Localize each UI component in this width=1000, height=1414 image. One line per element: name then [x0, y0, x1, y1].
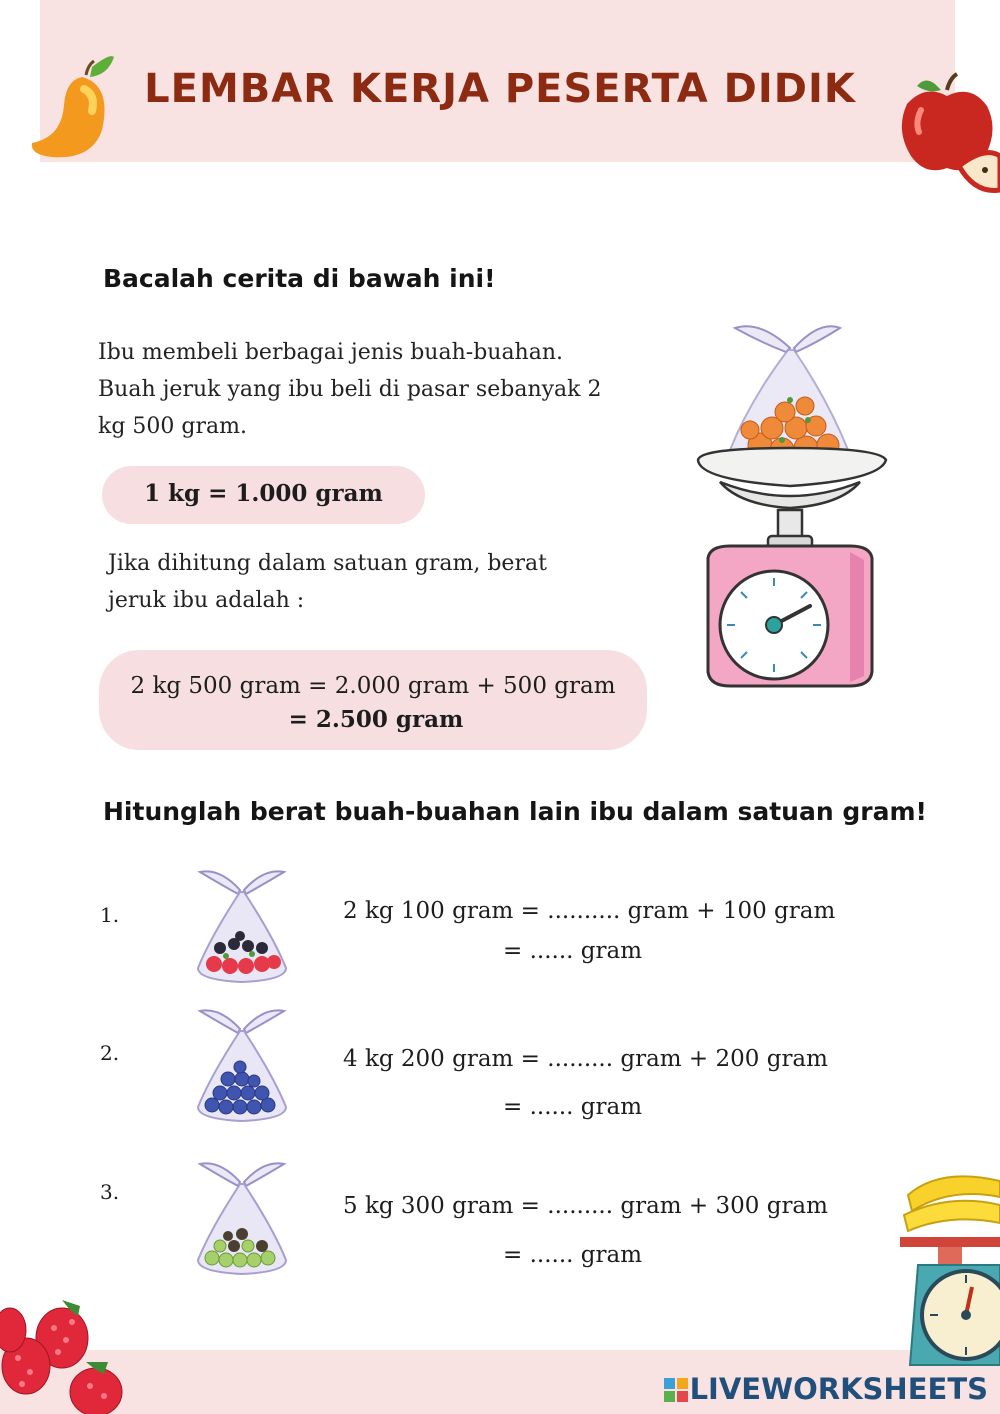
- conversion-pill: [102, 466, 425, 524]
- question-text: [108, 545, 628, 619]
- raspberries-icon: [0, 1300, 135, 1414]
- item-equation-line2: = ...... gram: [503, 938, 642, 964]
- story-line: kg 500 gram.: [98, 414, 247, 439]
- grapes-bag-icon: [190, 1160, 295, 1278]
- example-line1: 2 kg 500 gram = 2.000 gram + 500 gram: [130, 673, 616, 699]
- item-equation-line1: 4 kg 200 gram = ......... gram + 200 gram: [343, 1046, 828, 1072]
- blueberries-bag-icon: [190, 1007, 295, 1125]
- story-line: Buah jeruk yang ibu beli di pasar sebanyak 2: [98, 377, 602, 402]
- item-number: 1.: [100, 903, 120, 927]
- example-line2: = 2.500 gram: [288, 706, 464, 733]
- liveworksheets-mark-icon: [664, 1378, 688, 1402]
- conversion-text: 1 kg = 1.000 gram: [144, 480, 383, 507]
- liveworksheets-logo: [664, 1372, 988, 1406]
- question-line: jeruk ibu adalah :: [108, 588, 305, 613]
- scale-with-oranges-icon: [690, 320, 895, 695]
- item-equation-line2: = ...... gram: [503, 1242, 642, 1268]
- apple-icon: [895, 70, 1000, 195]
- mixed-berries-bag-icon: [190, 868, 295, 986]
- item-number: 2.: [100, 1041, 120, 1065]
- brand-text: LIVEWORKSHEETS: [689, 1372, 988, 1406]
- banana-scale-icon: [900, 1165, 1000, 1385]
- exercise-heading: Hitunglah berat buah-buahan lain ibu dalam satuan gram!: [103, 797, 927, 826]
- mango-icon: [22, 45, 122, 170]
- item-number: 3.: [100, 1180, 120, 1204]
- item-equation-line1: 2 kg 100 gram = .......... gram + 100 gram: [343, 898, 836, 924]
- story-text: [98, 334, 638, 445]
- story-line: Ibu membeli berbagai jenis buah-buahan.: [98, 340, 564, 365]
- intro-heading: Bacalah cerita di bawah ini!: [103, 264, 496, 293]
- question-line: Jika dihitung dalam satuan gram, berat: [108, 551, 547, 576]
- page-title: LEMBAR KERJA PESERTA DIDIK: [144, 66, 856, 112]
- example-pill: [99, 650, 647, 750]
- item-equation-line1: 5 kg 300 gram = ......... gram + 300 gram: [343, 1193, 828, 1219]
- item-equation-line2: = ...... gram: [503, 1094, 642, 1120]
